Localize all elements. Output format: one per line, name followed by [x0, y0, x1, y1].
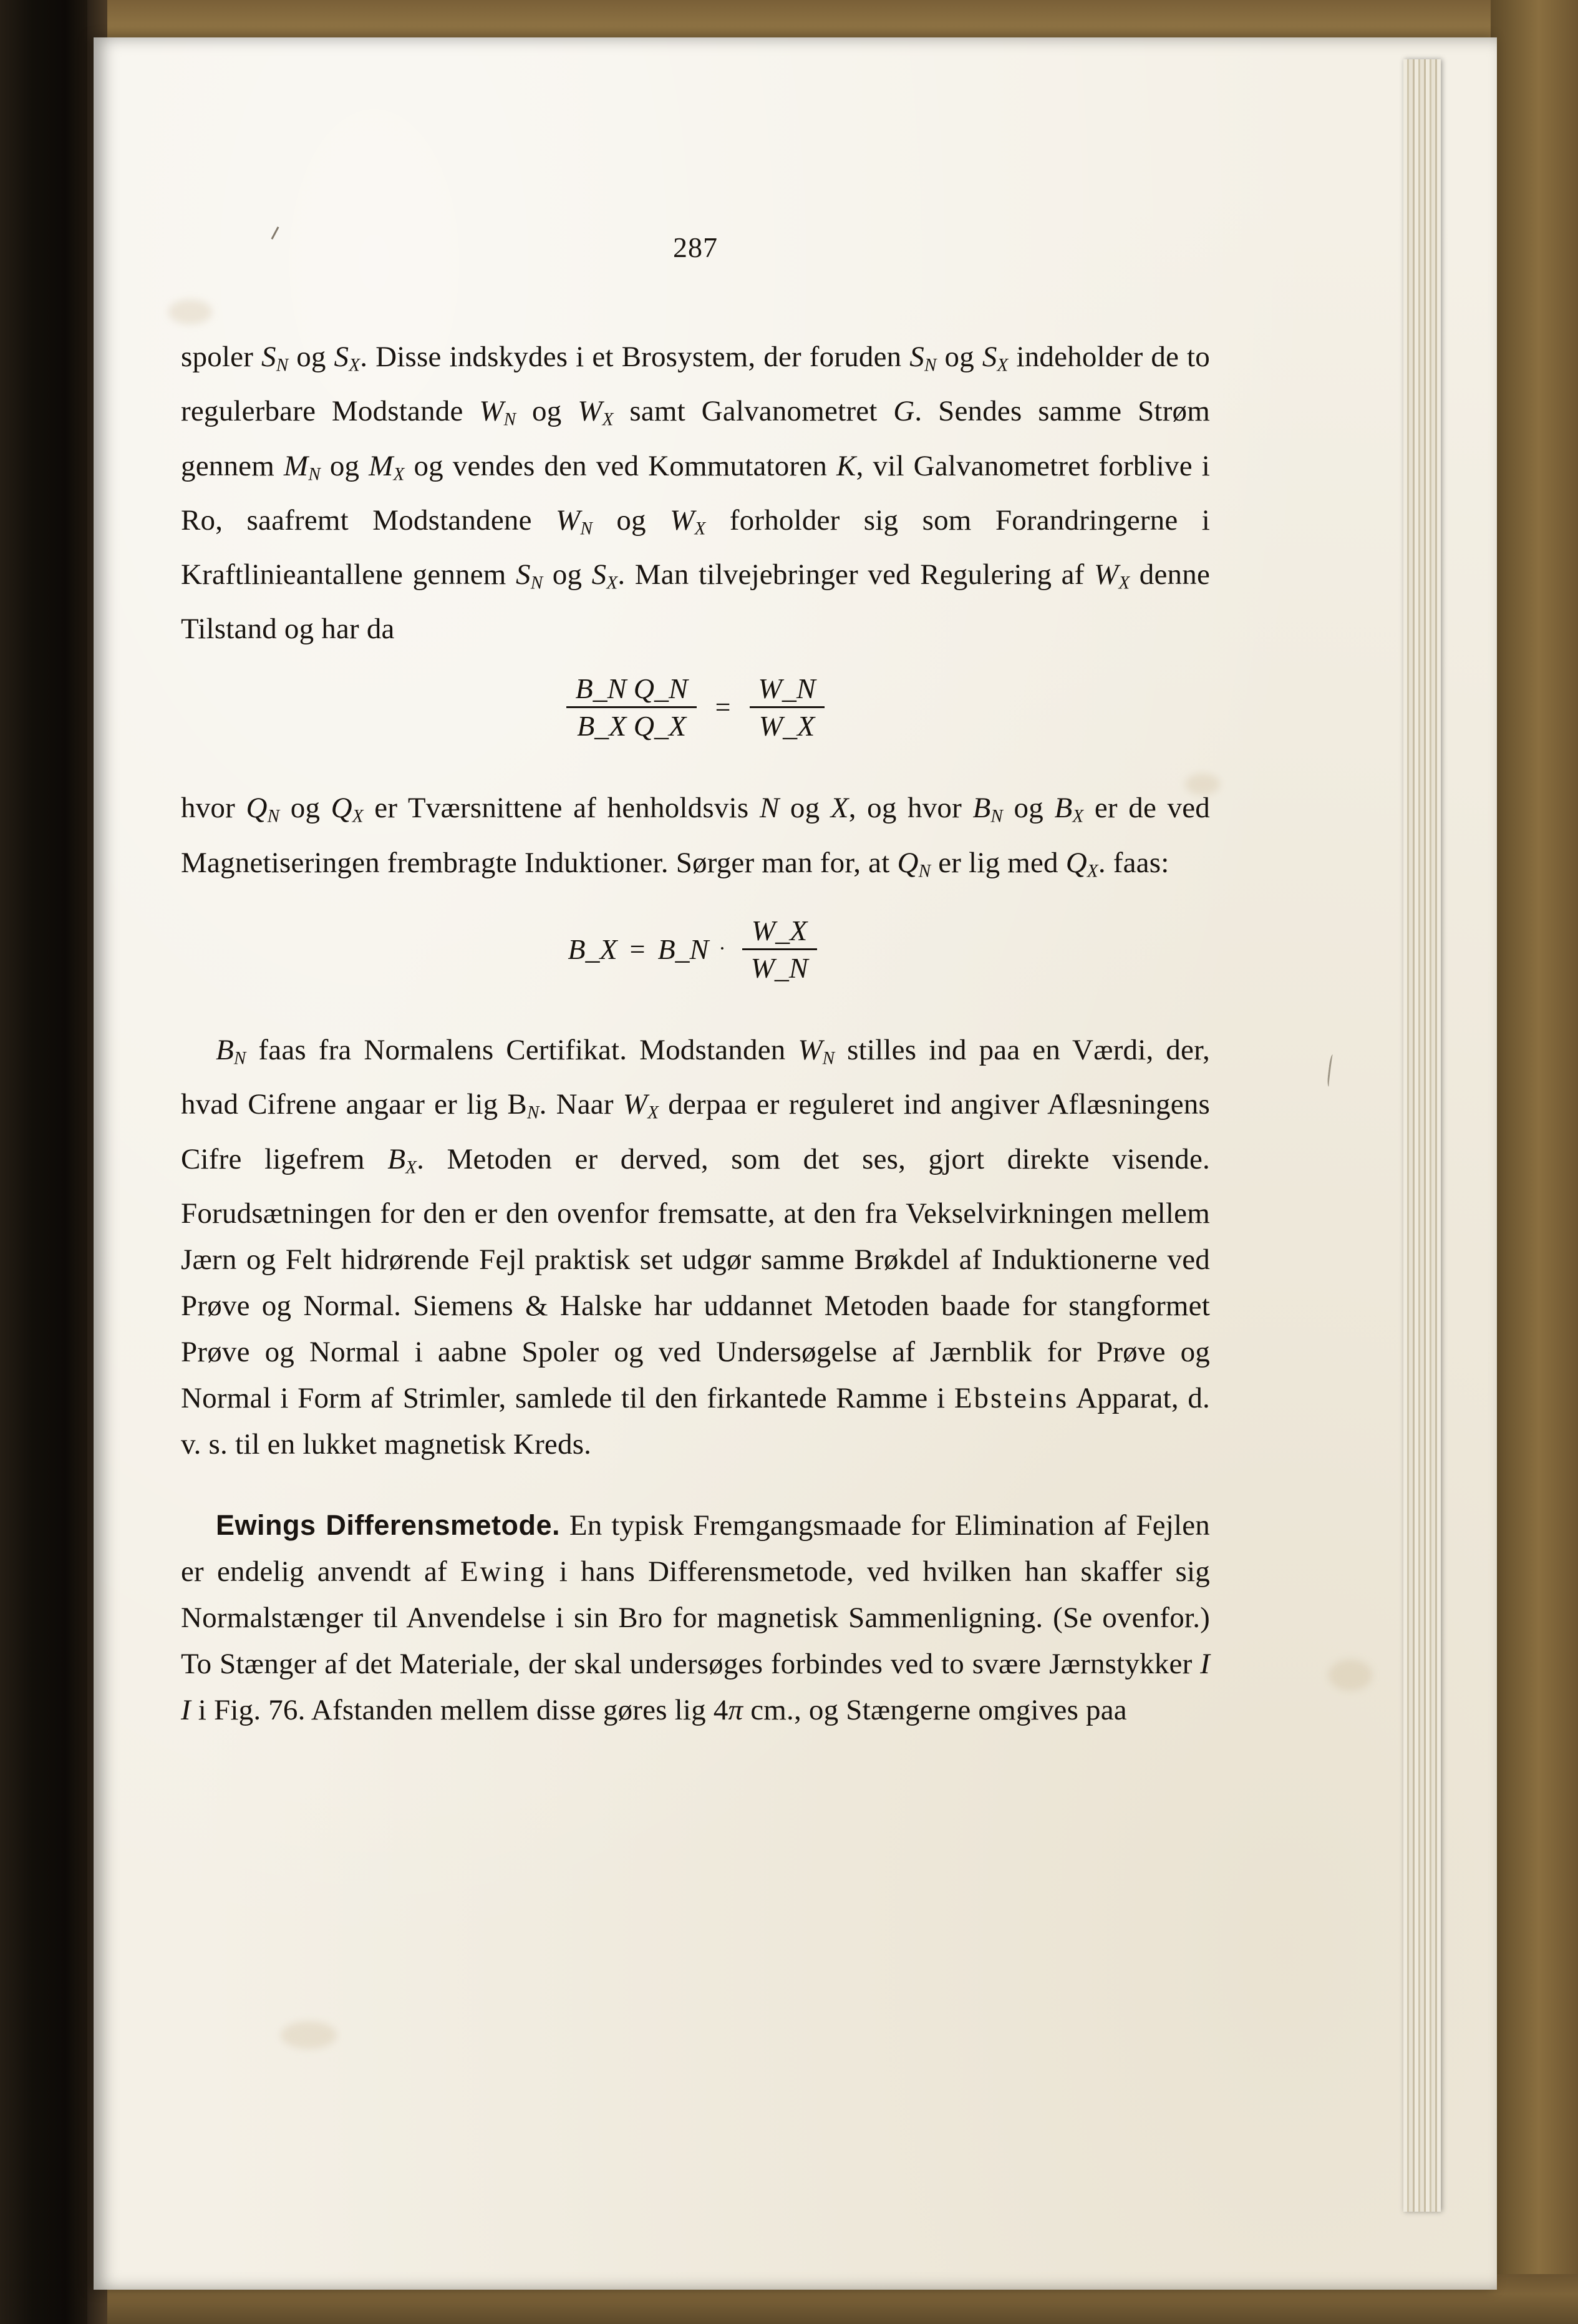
- text-fragment: . Disse indskydes i et Brosystem, der foruden: [360, 341, 910, 373]
- symbol-W-N: $W_N$: [479, 395, 516, 430]
- equation-2: [181, 913, 1210, 986]
- symbol-S-N: $S_N$: [261, 341, 289, 376]
- equation-2-denominator: W_N: [750, 951, 808, 984]
- symbol-W-X: $W_X$: [578, 395, 614, 430]
- equation-2-lhs: B_X: [568, 933, 617, 965]
- paragraph-4: [181, 1502, 1210, 1733]
- paragraph-1: [181, 334, 1210, 652]
- text-fragment: faas fra Normalens Certifikat. Modstanden: [246, 1033, 798, 1066]
- text-fragment: stilles ind paa en Værdi, der, hvad Cifrene angaar er lig: [181, 1033, 1210, 1121]
- equation-2-numerator: W_X: [751, 914, 808, 946]
- symbol-Q-X: $Q_X$: [331, 792, 364, 827]
- text-fragment: i Fig. 76. Afstanden mellem disse gøres lig 4: [190, 1693, 728, 1726]
- text-fragment: og: [516, 395, 578, 428]
- spacer: [181, 1011, 1210, 1027]
- text-fragment: er Tværsnittene af henholdsvis: [363, 792, 760, 825]
- text-fragment: . Metoden er derved, som det ses, gjort direkte visende. Forudsætningen for den er den ovenfor fremsatte, at den fra Vekselvirkningen mellem Jærn og Felt hidrørende Fejl praktisk set udgør samme Brøkdel af Induktionerne ved Prøve og Normal. Siemens & Halske har uddannet Metoden baade for stangformet Prøve og Normal i aabne Spoler og ved Undersøgelse af Jærnblik for Prøve og Normal i Form af Strimler, samlede til den firkantede Ramme i: [181, 1142, 1210, 1414]
- text-fragment: . Naar: [539, 1088, 623, 1121]
- spacer: [181, 769, 1210, 785]
- text-fragment: , og hvor: [848, 792, 973, 825]
- text-fragment: indeholder de to regulerbare Modstande: [181, 341, 1210, 428]
- text-fragment: denne Tilstand og har da: [181, 558, 1211, 646]
- text-fragment: En typisk Fremgangsmaade for Elimination af Fejlen er endelig anvendt af: [181, 1509, 1210, 1588]
- paper-foxing-spot: [1329, 1660, 1372, 1691]
- symbol-M-X: $M_X$: [369, 449, 405, 484]
- symbol-Q-X: $Q_X$: [1065, 846, 1098, 881]
- figure-label-II: I I: [181, 1647, 1210, 1726]
- equation-1-numerator-right: W_N: [758, 673, 816, 705]
- section-heading: Ewings Differensmetode.: [216, 1509, 560, 1541]
- text-fragment: og: [320, 449, 369, 482]
- symbol-W-N: $W_N$: [798, 1033, 835, 1069]
- symbol-M-N: $M_N$: [283, 449, 321, 484]
- symbol-S-X: $S_X$: [334, 341, 361, 376]
- symbol-B-N: $B_N$: [216, 1033, 246, 1069]
- symbol-Q-N: $Q_N$: [246, 792, 280, 827]
- symbol-X: X: [830, 792, 849, 825]
- text-fragment: forholder sig som Forandringerne i Kraftlinieantallene gennem: [181, 503, 1210, 591]
- symbol-S-N: $S_N$: [909, 341, 937, 376]
- equation-2-factor: B_N: [657, 933, 709, 965]
- text-fragment: og: [593, 503, 670, 537]
- page-number: 287: [673, 231, 718, 263]
- equation-1-denominator-right: W_X: [758, 710, 815, 742]
- text-fragment: spoler: [181, 341, 261, 373]
- symbol-W-X: $W_X$: [670, 503, 706, 539]
- text-fragment: er de ved Magnetiseringen frembragte Induktioner. Sørger man for, at: [181, 792, 1210, 879]
- paragraph-2: [181, 785, 1210, 894]
- symbol-pi: π: [728, 1693, 743, 1726]
- equation-2-operator: ·: [719, 937, 726, 961]
- symbol-B-X: $B_X$: [1054, 792, 1084, 827]
- text-fragment: i hans Differensmetode, ved hvilken han skaffer sig Normalstænger til Anvendelse i sin Bro for magnetisk Sammenligning. (Se ovenfor.) To Stænger af det Materiale, der skal undersøges forbindes ved to svære Jærnstykker: [181, 1555, 1210, 1680]
- text-fragment: er lig med: [931, 846, 1066, 879]
- paragraph-3: [181, 1027, 1210, 1467]
- equation-1: [181, 671, 1210, 744]
- text-fragment: og vendes den ved Kommutatoren: [404, 449, 837, 482]
- symbol-K: K: [836, 449, 856, 482]
- spacer: [181, 1467, 1210, 1502]
- symbol-W-X: $W_X$: [1093, 558, 1130, 593]
- name-ebsteins: Ebsteins: [954, 1381, 1069, 1414]
- paper-foxing-spot: [281, 2021, 337, 2049]
- symbol-W-X: $W_X$: [622, 1088, 659, 1123]
- symbol-B-X: $B_X$: [387, 1142, 417, 1177]
- symbol-S-X: $S_X$: [982, 341, 1009, 376]
- text-fragment: og: [543, 558, 592, 591]
- fraction-left: [566, 671, 696, 744]
- symbol-S-X: $S_X$: [591, 558, 618, 593]
- symbol-B-N-upright: $B_N$: [507, 1088, 540, 1123]
- equation-1-relation: =: [715, 692, 731, 723]
- name-ewing: Ewing: [460, 1555, 546, 1588]
- text-fragment: samt Galvanometret: [613, 395, 894, 428]
- symbol-N: N: [759, 792, 780, 825]
- text-fragment: og: [279, 792, 331, 825]
- text-fragment: . faas:: [1098, 846, 1169, 879]
- text-fragment: derpaa er reguleret ind angiver Aflæsningens Cifre ligefrem: [181, 1088, 1210, 1175]
- text-fragment: og: [1003, 792, 1055, 825]
- text-fragment: cm., og Stængerne omgives paa: [743, 1693, 1127, 1726]
- text-fragment: og: [288, 341, 334, 373]
- text-fragment: . Man tilvejebringer ved Regulering af: [617, 558, 1094, 591]
- symbol-S-N: $S_N$: [516, 558, 543, 593]
- symbol-Q-N: $Q_N$: [897, 846, 931, 881]
- text-fragment: , vil Galvanometret forblive i Ro, saafremt Modstandene: [181, 449, 1210, 537]
- equation-1-denominator-left: B_X Q_X: [577, 710, 687, 742]
- equation-2-relation: =: [629, 933, 646, 965]
- text-fragment: Apparat, d. v. s. til en lukket magnetisk Kreds.: [181, 1381, 1210, 1461]
- symbol-B-N: $B_N$: [972, 792, 1004, 827]
- symbol-G: G: [893, 395, 915, 428]
- symbol-W-N: $W_N$: [556, 503, 593, 539]
- text-fragment: og: [779, 792, 831, 825]
- page-text-block: [181, 231, 1210, 1733]
- fraction-right: [750, 671, 825, 744]
- text-fragment: hvor: [181, 792, 246, 825]
- book-cover-right: [1491, 0, 1578, 2324]
- fraction: [742, 913, 817, 986]
- page-edge-stack: [1403, 59, 1441, 2212]
- text-fragment: og: [936, 341, 982, 373]
- text-fragment: . Sendes samme Strøm gennem: [181, 395, 1210, 482]
- equation-1-numerator-left: B_N Q_N: [575, 673, 688, 705]
- book-binding-gutter: [0, 0, 94, 2324]
